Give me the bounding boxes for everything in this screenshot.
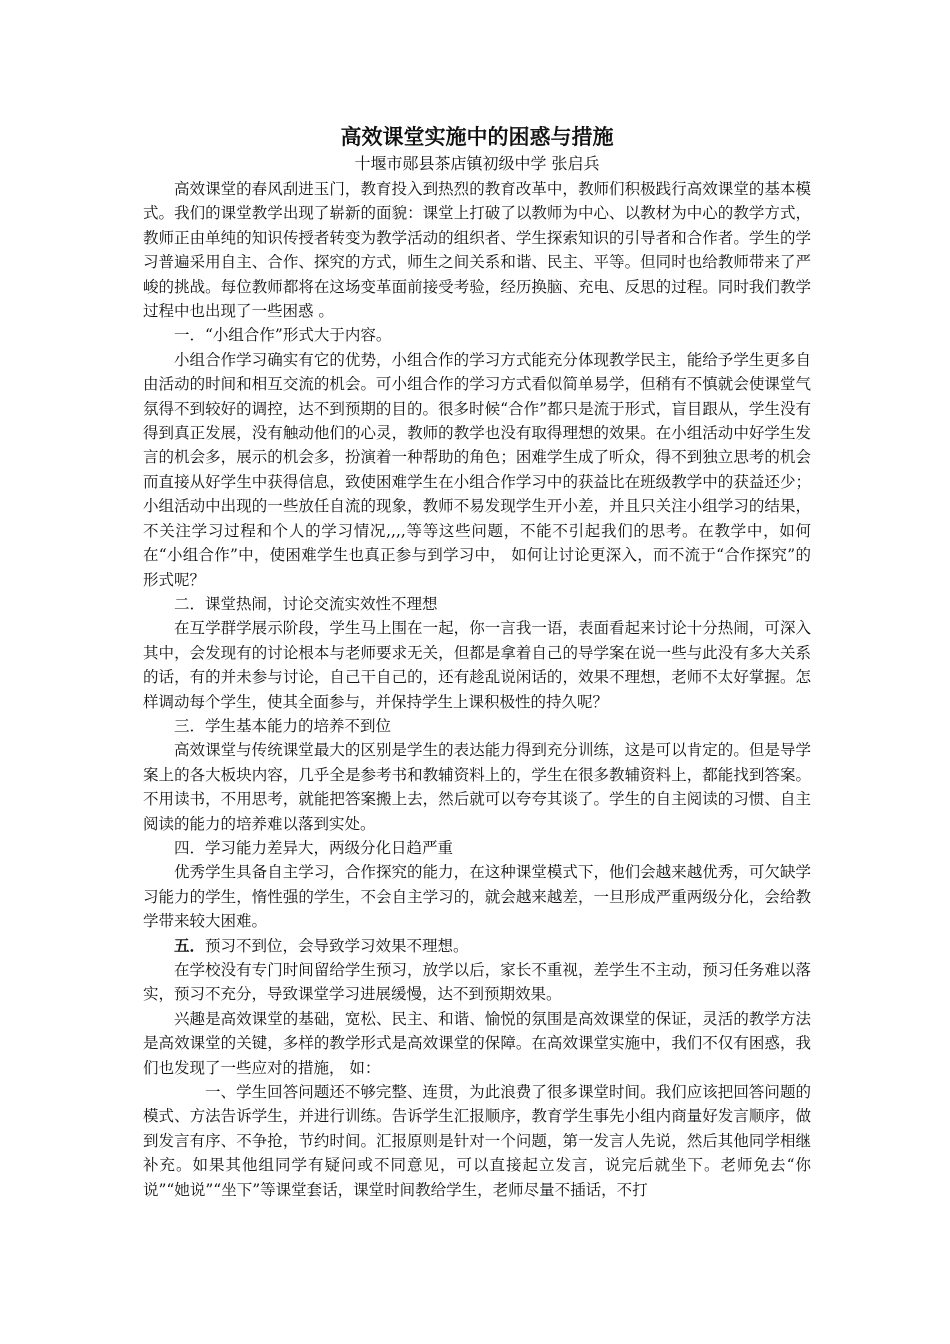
document-title: 高效课堂实施中的困惑与措施 [340, 124, 614, 149]
section-5-body: 在学校没有专门时间留给学生预习，放学以后，家长不重视，差学生不主动，预习任务难以落实，预习不充分，导致课堂学习进展缓慢，达不到预期效果。 [143, 961, 811, 1004]
section-2-body: 在互学群学展示阶段，学生马上围在一起，你一言我一语，表面看起来讨论十分热闹，可深入其中，会发现有的讨论根本与老师要求无关，但都是拿着自己的导学案在说一些与此没有多大关系的话，有的并未参与讨论，自己干自己的，还有趁乱说闲话的，效果不理想，老师不太好掌握。怎样调动每个学生，使其全面参与，并保持学生上课积极性的持久呢？ [143, 619, 811, 711]
section-3-heading: 三．学生基本能力的培养不到位 [174, 716, 392, 735]
section-5-number: 五． [174, 935, 206, 955]
intro-paragraph: 高效课堂的春风刮进玉门，教育投入到热烈的教育改革中，教师们积极践行高效课堂的基本模式。我们的课堂教学出现了崭新的面貌：课堂上打破了以教师为中心、以教材为中心的教学方式，教师正由单纯的知识传授者转变为教学活动的组织者、学生探索知识的引导者和合作者。学生的学习普遍采用自主、合作、探究的方式，师生之间关系和谐、民主、平等。但同时也给教师带来了严峻的挑战。每位教师都将在这场变革面前接受考验，经历换脑、充电、反思的过程。同时我们教学过程中也出现了一些困惑 。 [143, 180, 811, 321]
document-page [143, 122, 811, 1202]
measure-1-paragraph: 一、学生回答问题还不够完整、连贯，为此浪费了很多课堂时间。我们应该把回答问题的模式、方法告诉学生，并进行训练。告诉学生汇报顺序，教育学生事先小组内商量好发言顺序，做到发言有序、不争抢，节约时间。汇报原则是针对一个问题，第一发言人先说，然后其他同学相继补充。如果其他组同学有疑问或不同意见，可以直接起立发言，说完后就坐下。老师免去“你说”“她说”“坐下”等课堂套话，课堂时间教给学生，老师尽量不插话，不打 [143, 1083, 811, 1199]
section-3-body: 高效课堂与传统课堂最大的区别是学生的表达能力得到充分训练，这是可以肯定的。但是导学案上的各大板块内容，几乎全是参考书和教辅资料上的，学生在很多教辅资料上，都能找到答案。不用读书，不用思考，就能把答案搬上去，然后就可以夸夸其谈了。学生的自主阅读的习惯、自主阅读的能力的培养难以落到实处。 [143, 741, 811, 833]
section-5-heading-text: 预习不到位，会导致学习效果不理想。 [205, 936, 469, 955]
section-5-heading [143, 934, 811, 958]
section-2-heading: 二．课堂热闹，讨论交流实效性不理想 [174, 594, 438, 613]
section-4-heading: 四．学习能力差异大，两级分化日趋严重 [174, 838, 454, 857]
section-4-body: 优秀学生具备自主学习，合作探究的能力，在这种课堂模式下，他们会越来越优秀，可欠缺学习能力的学生，惰性强的学生，不会自主学习的，就会越来越差，一旦形成严重两级分化，会给教学带来较大困难。 [143, 863, 811, 931]
author-line: 十堰市郧县茶店镇初级中学 张启兵 [354, 154, 600, 173]
section-1-body: 小组合作学习确实有它的优势，小组合作的学习方式能充分体现教学民主，能给予学生更多自由活动的时间和相互交流的机会。可小组合作的学习方式看似简单易学，但稍有不慎就会使课堂气氛得不到较好的调控，达不到预期的目的。很多时候“合作”都只是流于形式，盲目跟从，学生没有得到真正发展，没有触动他们的心灵，教师的教学也没有取得理想的效果。在小组活动中好学生发言的机会多，展示的机会多，扮演着一种帮助的角色；困难学生成了听众，得不到独立思考的机会而直接从好学生中获得信息，致使困难学生在小组合作学习中的获益比在班级教学中的获益还少；小组活动中出现的一些放任自流的现象，教师不易发现学生开小差，并且只关注小组学习的结果，不关注学习过程和个人的学习情况,,,,等等这些问题，不能不引起我们的思考。在教学中，如何在“小组合作”中，使困难学生也真正参与到学习中， 如何让讨论更深入，而不流于“合作探究”的形式呢？ [143, 350, 811, 589]
transition-paragraph: 兴趣是高效课堂的基础，宽松、民主、和谐、愉悦的氛围是高效课堂的保证，灵活的教学方法是高效课堂的关键，多样的教学形式是高效课堂的保障。在高效课堂实施中，我们不仅有困惑，我们也发现了一些应对的措施， 如： [143, 1009, 811, 1077]
section-1-heading: 一．“小组合作”形式大于内容。 [174, 326, 392, 345]
